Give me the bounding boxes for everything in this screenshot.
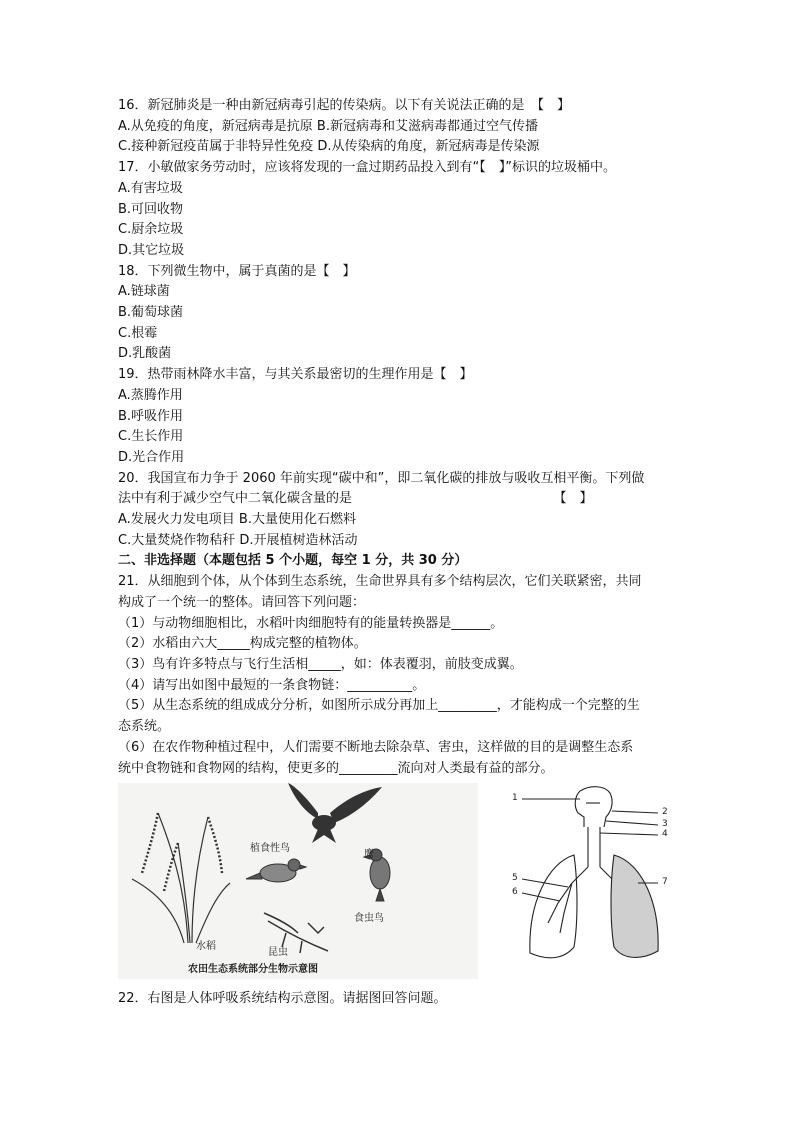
q18-option-b: B.葡萄球菌 (118, 305, 184, 321)
farmland-illustration (118, 783, 478, 979)
q17-stem: 17．小敏做家务劳动时，应该将发现的一盒过期药品投入到有“【 】”标识的垃圾桶中。 (118, 160, 617, 176)
q17-option-c: C.厨余垃圾 (118, 222, 184, 238)
q17-option-a: A.有害垃圾 (118, 180, 183, 196)
q21-part1: （1）与动物细胞相比，水稻叶肉细胞特有的能量转换器是______。 (118, 615, 504, 631)
q21-part3: （3）鸟有许多特点与飞行生活相_____，如：体表覆羽，前肢变成翼。 (118, 656, 523, 672)
section-heading: 二、非选择题（本题包括 5 个小题，每空 1 分，共 30 分） (118, 553, 468, 569)
q19-stem: 19．热带雨林降水丰富，与其关系最密切的生理作用是【 】 (118, 367, 473, 383)
farmland-ecosystem-figure (118, 783, 478, 979)
q20-stem-line2: 法中有利于减少空气中二氧化碳含量的是 【 】 (118, 491, 593, 507)
label-1: 1 (512, 793, 518, 804)
q17-option-b: B.可回收物 (118, 201, 184, 217)
exam-page (118, 96, 678, 1010)
q19-option-c: C.生长作用 (118, 429, 184, 445)
q21-part5-line1: （5）从生态系统的组成成分分析，如图所示成分再加上_________，才能构成一个完整的生 (118, 698, 640, 714)
q16-stem: 16．新冠肺炎是一种由新冠病毒引起的传染病。以下有关说法正确的是 【 】 (118, 98, 571, 113)
label-eagle: 鹰 (364, 849, 374, 861)
q20-options-cd: C.大量焚烧作物秸秆 D.开展植树造林活动 (118, 532, 358, 548)
respiratory-diagram (508, 783, 678, 979)
q19-option-b: B.呼吸作用 (118, 408, 184, 424)
q19-option-d: D.光合作用 (118, 449, 185, 465)
rice-plant (132, 813, 230, 943)
label-5: 5 (512, 873, 518, 884)
label-4: 4 (662, 829, 668, 840)
q21-part6-line2: 统中食物链和食物网的结构，使更多的_________流向对人类最有益的部分。 (118, 760, 554, 776)
eagle (288, 783, 382, 843)
label-insectivore-bird: 食虫鸟 (354, 913, 384, 925)
q18-option-a: A.链球菌 (118, 284, 170, 300)
q20-options-ab: A.发展火力发电项目 B.大量使用化石燃料 (118, 512, 356, 528)
herbivore-bird (246, 859, 306, 882)
q21-stem-line2: 构成了一个统一的整体。请回答下列问题： (118, 594, 366, 610)
figure-row (118, 783, 678, 983)
q19-option-a: A.蒸腾作用 (118, 387, 183, 403)
q18-stem: 18．下列微生物中，属于真菌的是【 】 (118, 263, 356, 279)
q16-options-cd: C.接种新冠疫苗属于非特异性免疫 D.从传染病的角度，新冠病毒是传染源 (118, 139, 540, 155)
label-herbivore-bird: 植食性鸟 (250, 843, 290, 855)
q18-option-d: D.乳酸菌 (118, 346, 172, 362)
label-7: 7 (662, 877, 668, 888)
respiratory-system-figure (508, 783, 678, 979)
q22-stem: 22．右图是人体呼吸系统结构示意图。请据图回答问题。 (118, 991, 447, 1007)
label-6: 6 (512, 887, 518, 898)
q21-part4: （4）请写出如图中最短的一条食物链：__________。 (118, 677, 426, 693)
label-3: 3 (662, 819, 668, 830)
q21-stem-line1: 21．从细胞到个体，从个体到生态系统，生命世界具有多个结构层次，它们关联紧密，共同 (118, 574, 642, 590)
q17-option-d: D.其它垃圾 (118, 242, 185, 258)
label-2: 2 (662, 807, 668, 818)
q21-part5-line2: 态系统。 (118, 719, 171, 735)
q21-part2: （2）水稻由六大_____构成完整的植物体。 (118, 636, 367, 652)
label-rice: 水稻 (196, 941, 216, 953)
q20-stem-line1: 20．我国宣布力争于 2060 年前实现“碳中和”，即二氧化碳的排放与吸收互相平衡。下列做 (118, 470, 645, 486)
figure-caption: 农田生态系统部分生物示意图 (188, 964, 318, 976)
q18-option-c: C.根霉 (118, 325, 158, 341)
q21-part6-line1: （6）在农作物种植过程中，人们需要不断地去除杂草、害虫，这样做的目的是调整生态系 (118, 739, 634, 755)
label-insect: 昆虫 (268, 947, 288, 959)
q16-options-ab: A.从免疫的角度，新冠病毒是抗原 B.新冠病毒和艾滋病毒都通过空气传播 (118, 118, 538, 134)
